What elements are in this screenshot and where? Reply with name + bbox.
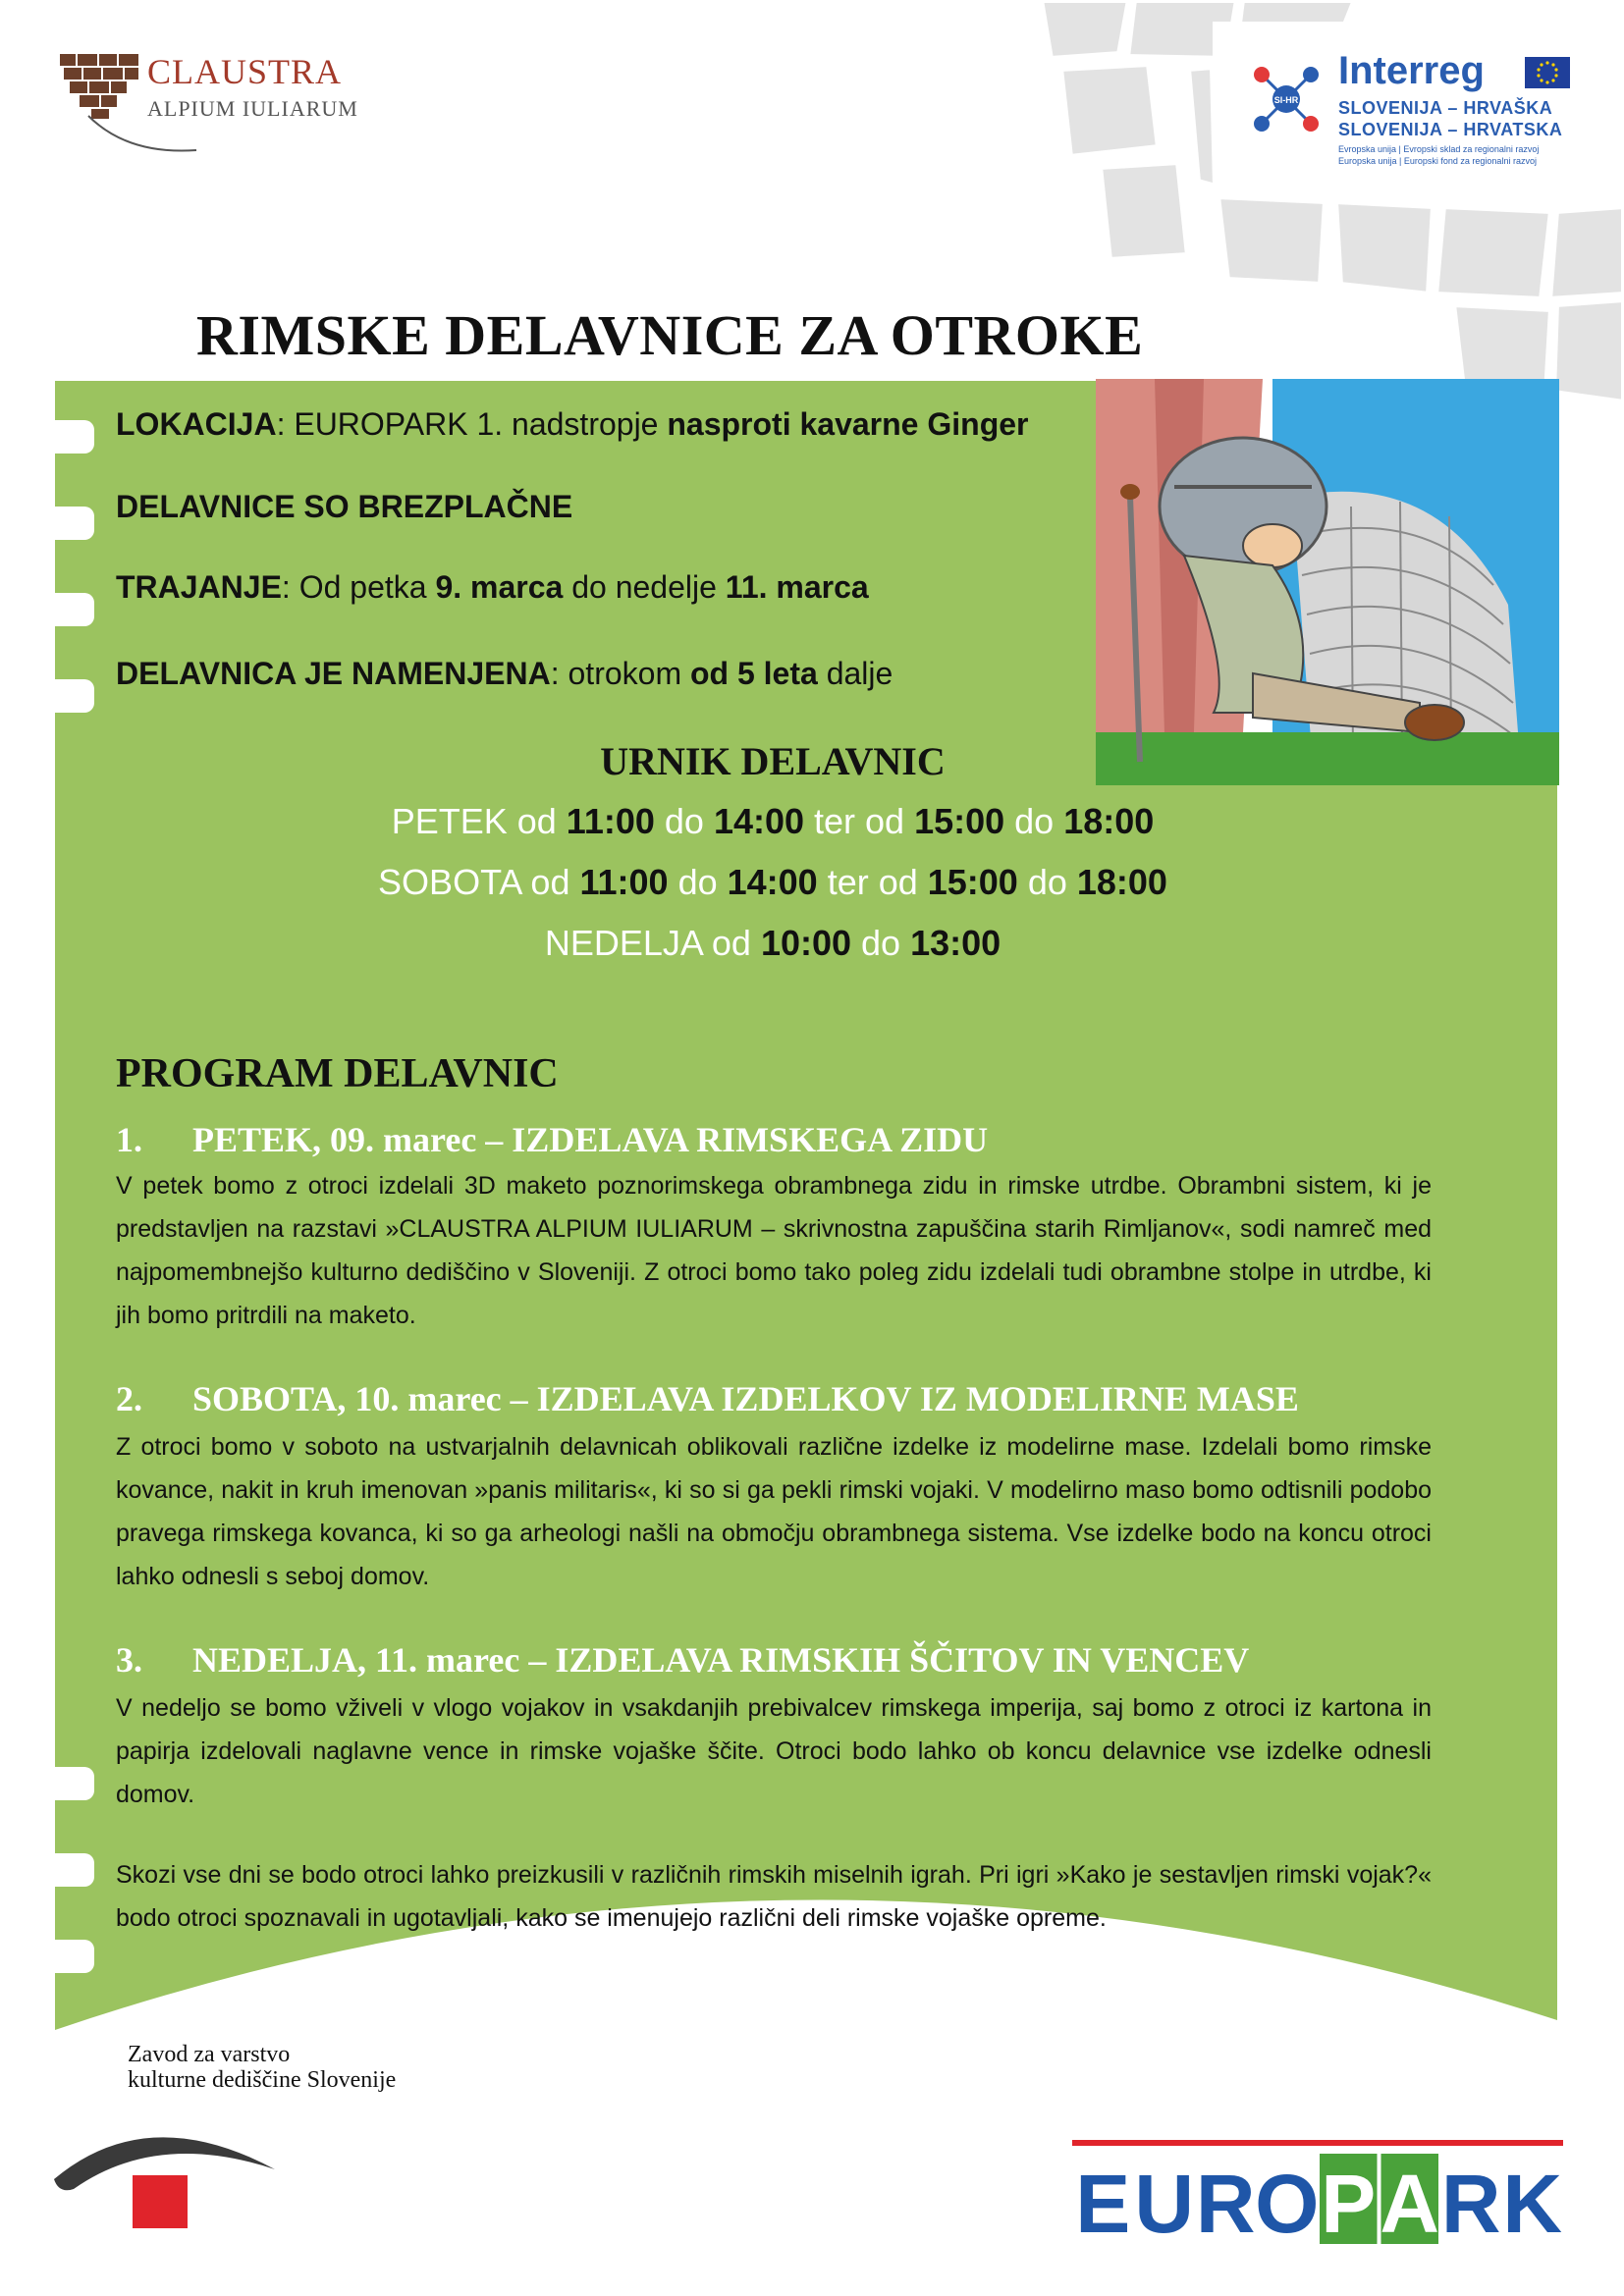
info-namen: DELAVNICA JE NAMENJENA: otrokom od 5 leta dalje — [116, 656, 893, 691]
schedule-row-sobota: SOBOTA od 11:00 do 14:00 ter od 15:00 do 18:00 — [378, 862, 1167, 902]
interreg-network-icon — [1242, 55, 1330, 143]
europark-letter: O — [1255, 2158, 1320, 2248]
program-title: PROGRAM DELAVNIC — [116, 1051, 559, 1096]
europark-logo — [1072, 2140, 1563, 2248]
schedule-title: URNIK DELAVNIC — [600, 739, 946, 783]
section-text-3: V nedeljo se bomo vživeli v vlogo vojakov in vsakdanjih prebivalcev rimskega imperija, saj bomo z otroci iz kartona in papirja izdelovali naglavne vence in rimske vojaške ščite. Otroci bodo lahko ob koncu delavnice vse izdelke odnesli domov. — [116, 1694, 1432, 1808]
interreg-line-1: SLOVENIJA – HRVAŠKA — [1338, 98, 1553, 118]
interreg-fund-text: Evropska unija | Evropski sklad za regionalni razvoj Europska unija | Europski fond za regionalni razvoj — [1338, 144, 1540, 166]
interreg-badge: SI-HR — [1273, 95, 1299, 105]
schedule-row-nedelja: NEDELJA od 10:00 do 13:00 — [544, 923, 1001, 963]
claustra-title: CLAUSTRA — [147, 52, 343, 91]
section-heading-2: 2. SOBOTA, 10. marec – IZDELAVA IZDELKOV IZ MODELIRNE MASE — [116, 1379, 1299, 1418]
section-heading-1: 1. PETEK, 09. marec – IZDELAVA RIMSKEGA ZIDU — [116, 1120, 989, 1159]
section-heading-3: 3. NEDELJA, 11. marec – IZDELAVA RIMSKIH ŠČITOV IN VENCEV — [116, 1640, 1250, 1680]
info-free: DELAVNICE SO BREZPLAČNE — [116, 489, 573, 524]
europark-letter: R — [1195, 2158, 1256, 2248]
zavod-logo — [49, 2110, 295, 2228]
europark-letter: A — [1380, 2158, 1440, 2248]
section-text-2: Z otroci bomo v soboto na ustvarjalnih delavnicah oblikovali različne izdelke iz modelirne mase. Izdelali bomo rimske kovance, nakit in kruh imenovan »panis militaris«, ki so si ga pekli rimski vojaki. V modelirno maso bomo odtisnili podobo pravega rimskega kovanca, ki so ga arheologi našli na območju obrambnega sistema. Vse izdelke bodo na koncu otroci lahko odnesli s seboj domov. — [116, 1433, 1432, 1590]
schedule-row-petek: PETEK od 11:00 do 14:00 ter od 15:00 do 18:00 — [391, 801, 1155, 841]
zavod-name: Zavod za varstvo kulturne dediščine Slovenije — [128, 2042, 397, 2093]
interreg-name: Interreg — [1338, 49, 1485, 92]
europark-letter: R — [1440, 2158, 1501, 2248]
europark-letter: U — [1134, 2158, 1195, 2248]
interreg-line-2: SLOVENIJA – HRVATSKA — [1338, 120, 1563, 139]
info-lokacija: LOKACIJA: EUROPARK 1. nadstropje nasproti kavarne Ginger — [116, 406, 1029, 442]
page-title: RIMSKE DELAVNICE ZA OTROKE — [196, 303, 1144, 367]
info-trajanje: TRAJANJE: Od petka 9. marca do nedelje 11. marca — [116, 569, 869, 605]
claustra-subtitle: ALPIUM IULIARUM — [147, 96, 358, 121]
europark-letter: P — [1321, 2158, 1377, 2248]
eu-flag-icon — [1525, 57, 1570, 88]
section-text-1: V petek bomo z otroci izdelali 3D maketo poznorimskega obrambnega zidu in rimske utrdbe. Obrambni sistem, ki je predstavljen na razstavi »CLAUSTRA ALPIUM IULIARUM – skrivnostna zapuščina starih Rimljanov«, sodi namreč med najpomembnejšo kulturno dediščino v Sloveniji. Z otroci bomo tako poleg zidu izdelali tudi obrambne stolpe in utrdbe, ki jih bomo pritrdili na maketo. — [116, 1172, 1432, 1329]
interreg-logo — [1213, 22, 1574, 188]
europark-letter: K — [1502, 2158, 1563, 2248]
roman-soldier-cartoon — [1096, 379, 1559, 785]
europark-letter: E — [1075, 2158, 1131, 2248]
closing-text: Skozi vse dni se bodo otroci lahko preizkusili v različnih rimskih miselnih igrah. Pri igri »Kako je sestavljen rimski vojak?« bodo otroci spoznavali in ugotavljali, kako se imenujejo različni deli rimske vojaške opreme. — [116, 1861, 1432, 1932]
